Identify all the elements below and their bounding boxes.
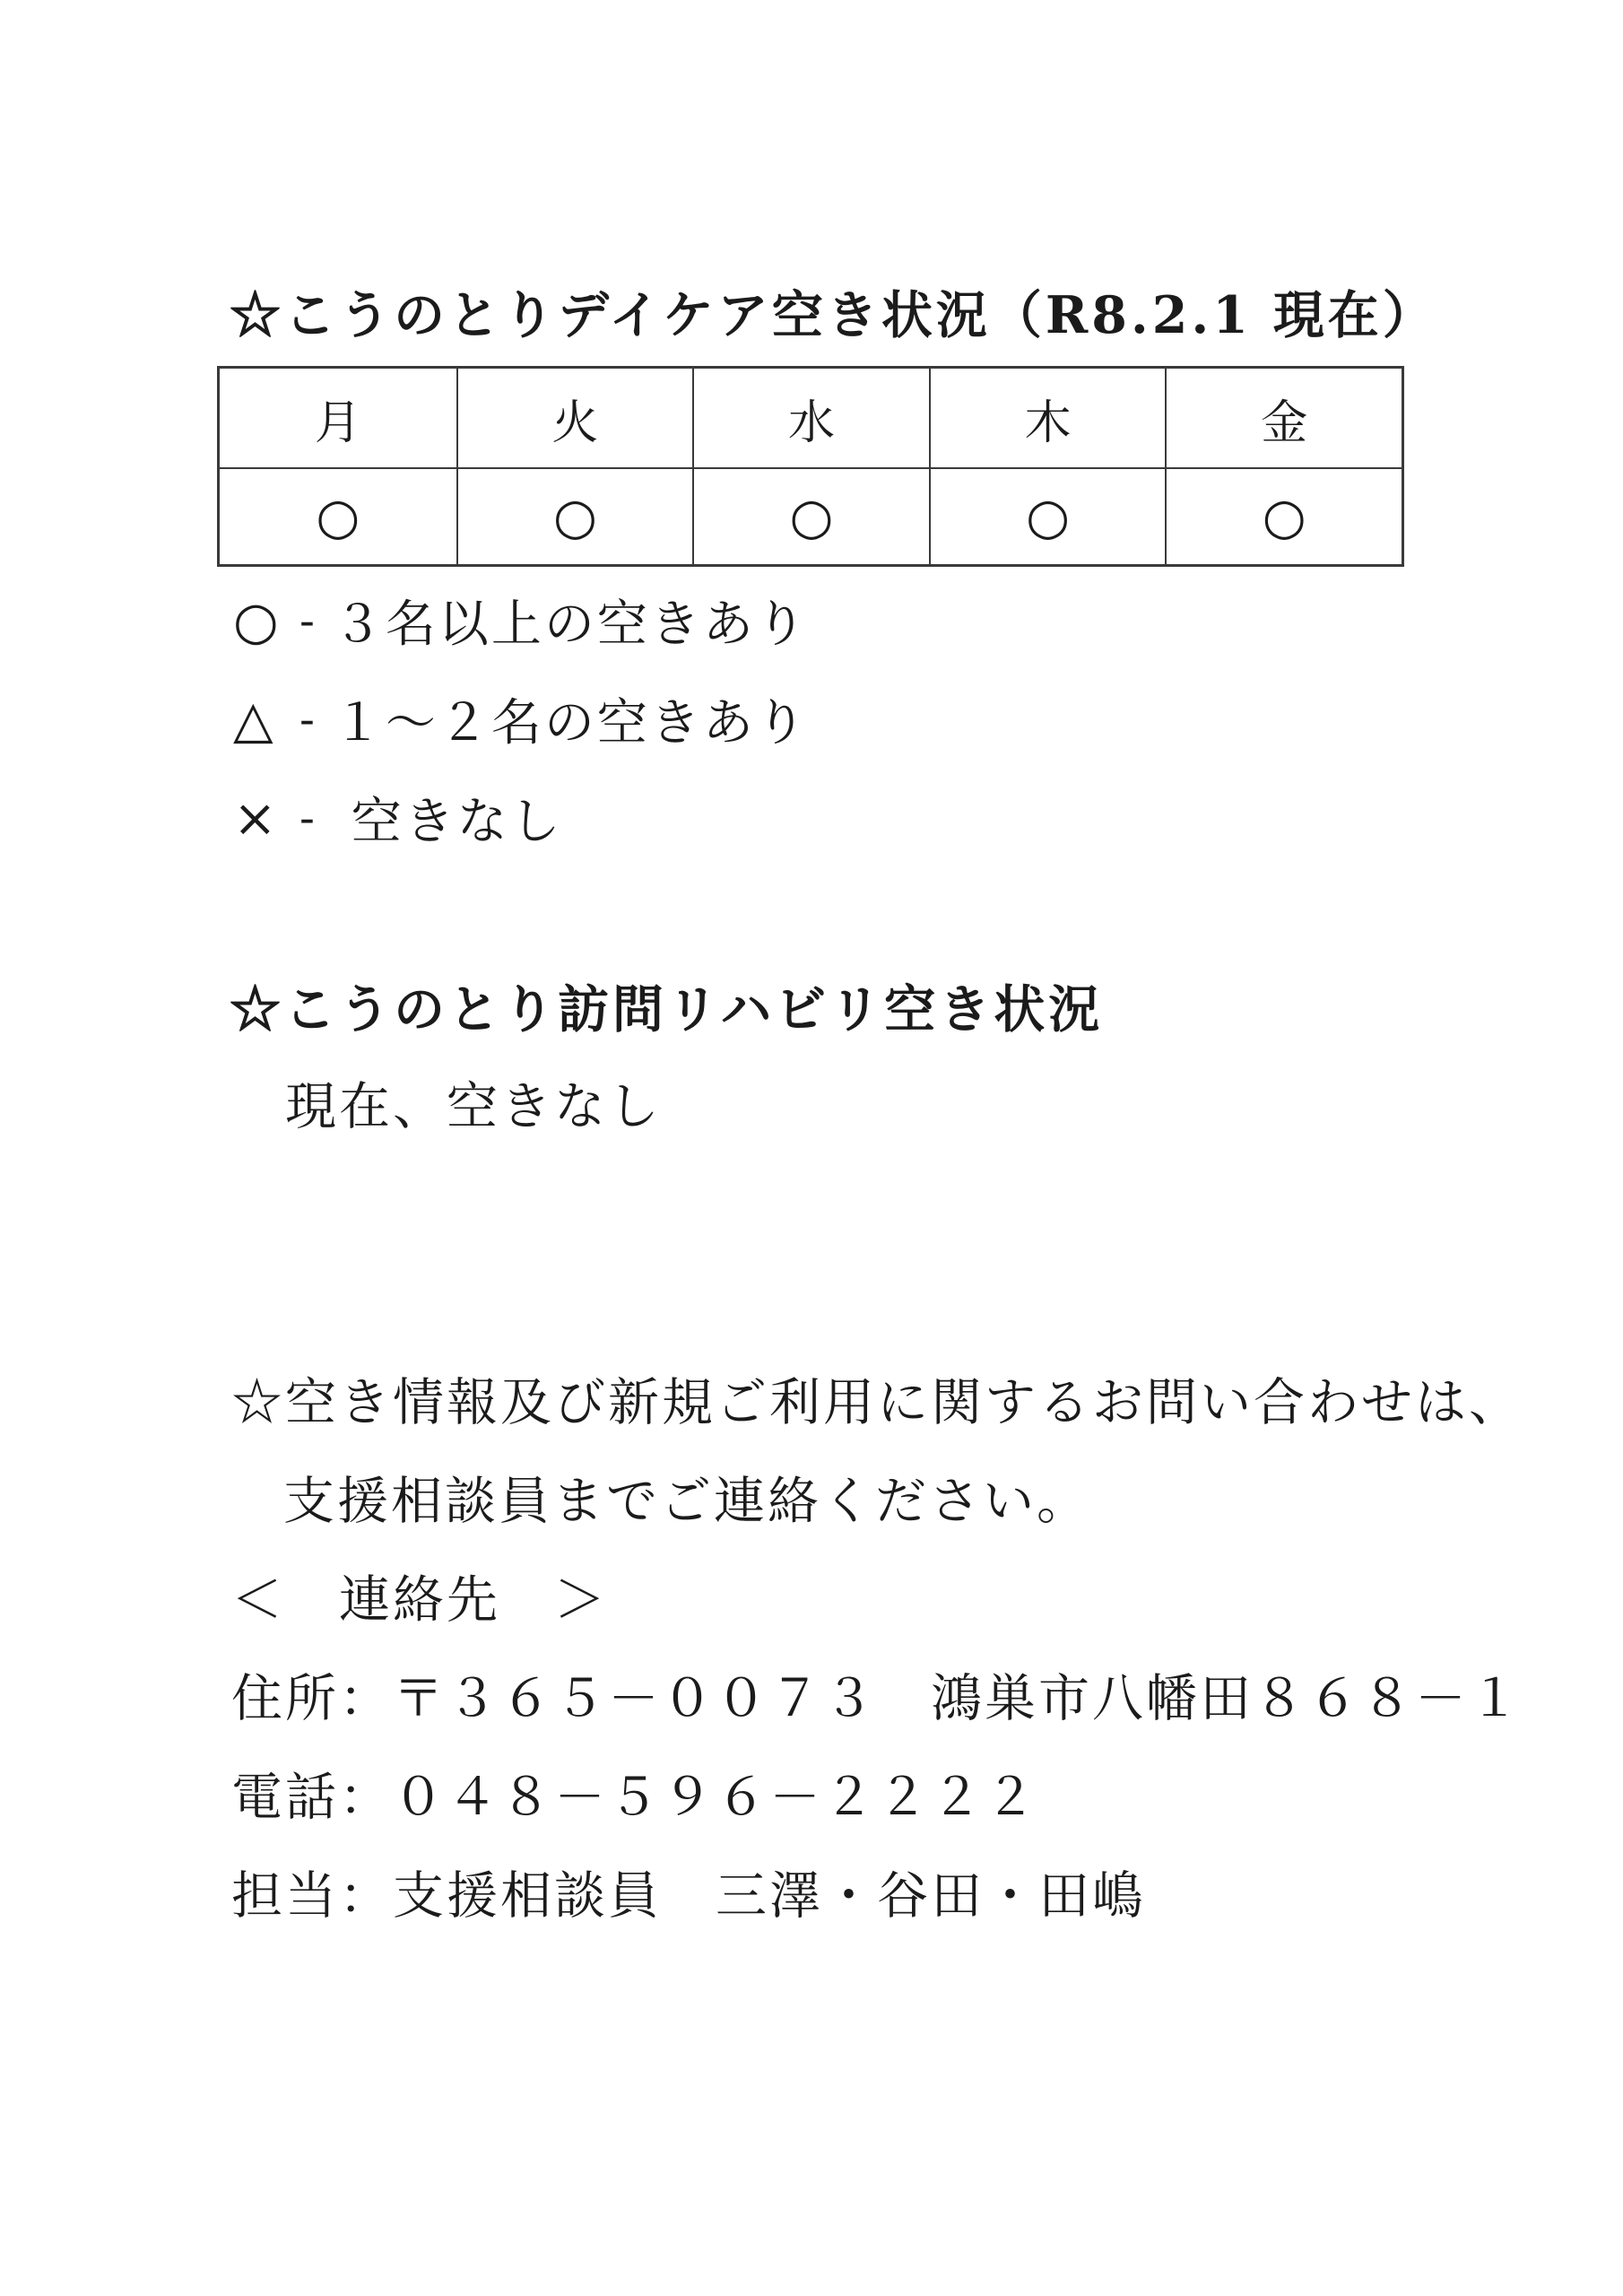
legend-row-triangle <box>233 670 809 769</box>
day-header-monday: 月 <box>314 396 361 450</box>
triangle-symbol-icon: △ <box>233 689 273 750</box>
contact-heading: ＜ 連絡先 ＞ <box>231 1570 608 1630</box>
inquiry-line-2: 支援相談員までご連絡ください。 <box>283 1472 1090 1531</box>
availability-thursday: ○ <box>929 467 1166 564</box>
day-header-friday: 金 <box>1165 369 1402 467</box>
availability-friday: ○ <box>1165 467 1402 564</box>
contact-staff: 担当：支援相談員 三澤・谷田・田嶋 <box>231 1866 1146 1926</box>
availability-wednesday: ○ <box>692 467 929 564</box>
inquiry-line-1: ☆空き情報及び新規ご利用に関するお問い合わせは、 <box>231 1373 1523 1432</box>
rehab-title: ☆こうのとり訪問リハビリ空き状況 <box>230 979 1104 1039</box>
daycare-title: ☆こうのとりデイケア空き状況（R8.2.1 現在） <box>230 285 1437 345</box>
contact-phone: 電話：０４８－５９６－２２２２ <box>231 1768 1038 1827</box>
day-header-wednesday: 水 <box>692 369 929 467</box>
circle-symbol-icon: ○ <box>233 590 279 651</box>
legend-separator: - <box>299 792 315 844</box>
availability-legend <box>233 571 809 867</box>
legend-label: １～２名の空きあり <box>332 694 809 752</box>
rehab-status: 現在、空きなし <box>285 1077 662 1136</box>
availability-tuesday: ○ <box>456 467 693 564</box>
availability-monday: ○ <box>220 467 456 564</box>
legend-row-circle <box>233 571 809 670</box>
legend-separator: - <box>299 595 315 647</box>
legend-label: 空きなし <box>332 793 563 851</box>
day-header-thursday: 木 <box>929 369 1166 467</box>
day-header-tuesday: 火 <box>456 369 693 467</box>
availability-table <box>217 366 1404 567</box>
cross-symbol-icon: × <box>233 787 277 848</box>
legend-separator: - <box>299 693 315 745</box>
legend-label: ３名以上の空きあり <box>332 596 809 654</box>
legend-row-cross <box>233 769 809 867</box>
contact-address: 住所：〒３６５－００７３ 鴻巣市八幡田８６８－１ <box>231 1669 1523 1728</box>
